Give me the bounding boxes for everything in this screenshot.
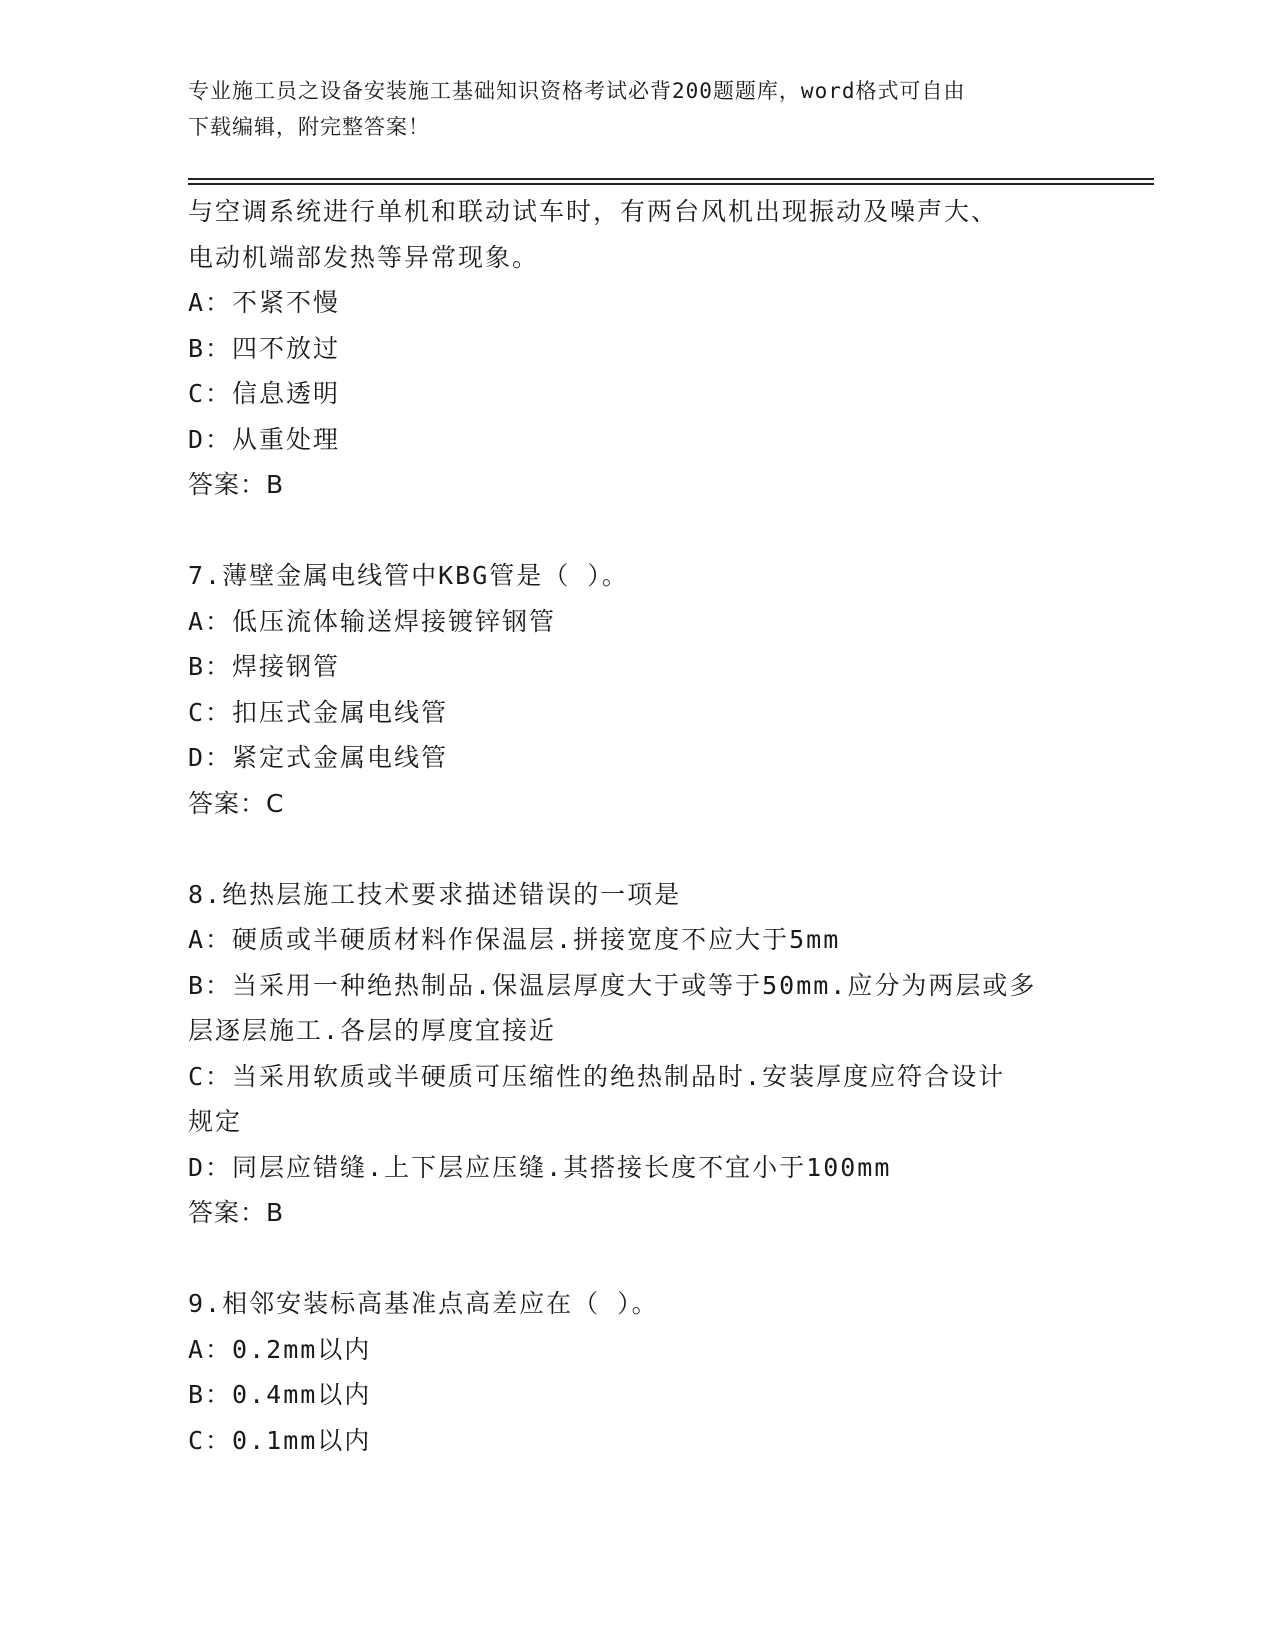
- header-line-2: 下载编辑，附完整答案！: [188, 115, 430, 139]
- option-d: D：同层应错缝.上下层应压缝.其搭接长度不宜小于100mm: [188, 1152, 892, 1182]
- spacer: [188, 826, 1088, 872]
- option-b: B：焊接钢管: [188, 652, 341, 681]
- header-divider-top: [188, 178, 1154, 180]
- spacer: [188, 1236, 1088, 1282]
- spacer: [188, 508, 1088, 554]
- document-header: [188, 73, 1068, 145]
- option-b-line: B：当采用一种绝热制品.保温层厚度大于或等于50mm.应分为两层或多: [188, 970, 1037, 1000]
- option-b: B：四不放过: [188, 333, 341, 363]
- question-stem: 8.绝热层施工技术要求描述错误的一项是: [188, 879, 682, 909]
- question-6: [188, 189, 1088, 508]
- option-c: C：信息透明: [188, 379, 341, 408]
- answer: 答案：C: [188, 788, 285, 818]
- option-d: D：紧定式金属电线管: [188, 743, 449, 772]
- question-stem-line: 电动机端部发热等异常现象。: [188, 242, 540, 272]
- question-9: [188, 1281, 1088, 1463]
- question-8: [188, 872, 1088, 1236]
- answer: 答案：B: [188, 1198, 285, 1227]
- option-a: A：硬质或半硬质材料作保温层.拼接宽度不应大于5mm: [188, 925, 841, 954]
- question-stem: 9.相邻安装标高基准点高差应在（ ）。: [188, 1289, 659, 1318]
- option-c-line: 规定: [188, 1107, 243, 1136]
- option-a: A：不紧不慢: [188, 288, 341, 317]
- question-stem-line: 与空调系统进行单机和联动试车时，有两台风机出现振动及噪声大、: [188, 197, 999, 226]
- option-b-line: 层逐层施工.各层的厚度宜接近: [188, 1016, 557, 1045]
- option-d: D：从重处理: [188, 424, 341, 454]
- question-stem: 7.薄壁金属电线管中KBG管是（ ）。: [188, 561, 629, 590]
- option-c: C：扣压式金属电线管: [188, 697, 449, 727]
- option-c: C：0.1mm以内: [188, 1425, 372, 1455]
- header-divider-bottom: [188, 183, 1154, 185]
- question-7: [188, 553, 1088, 826]
- header-line-1: 专业施工员之设备安装施工基础知识资格考试必背200题题库，word格式可自由: [188, 79, 966, 103]
- option-c-line: C：当采用软质或半硬质可压缩性的绝热制品时.安装厚度应符合设计: [188, 1061, 1006, 1091]
- option-a: A：低压流体输送焊接镀锌钢管: [188, 606, 557, 636]
- question-list: [188, 189, 1088, 1463]
- answer: 答案：B: [188, 470, 285, 499]
- option-b: B：0.4mm以内: [188, 1380, 372, 1409]
- option-a: A：0.2mm以内: [188, 1334, 372, 1364]
